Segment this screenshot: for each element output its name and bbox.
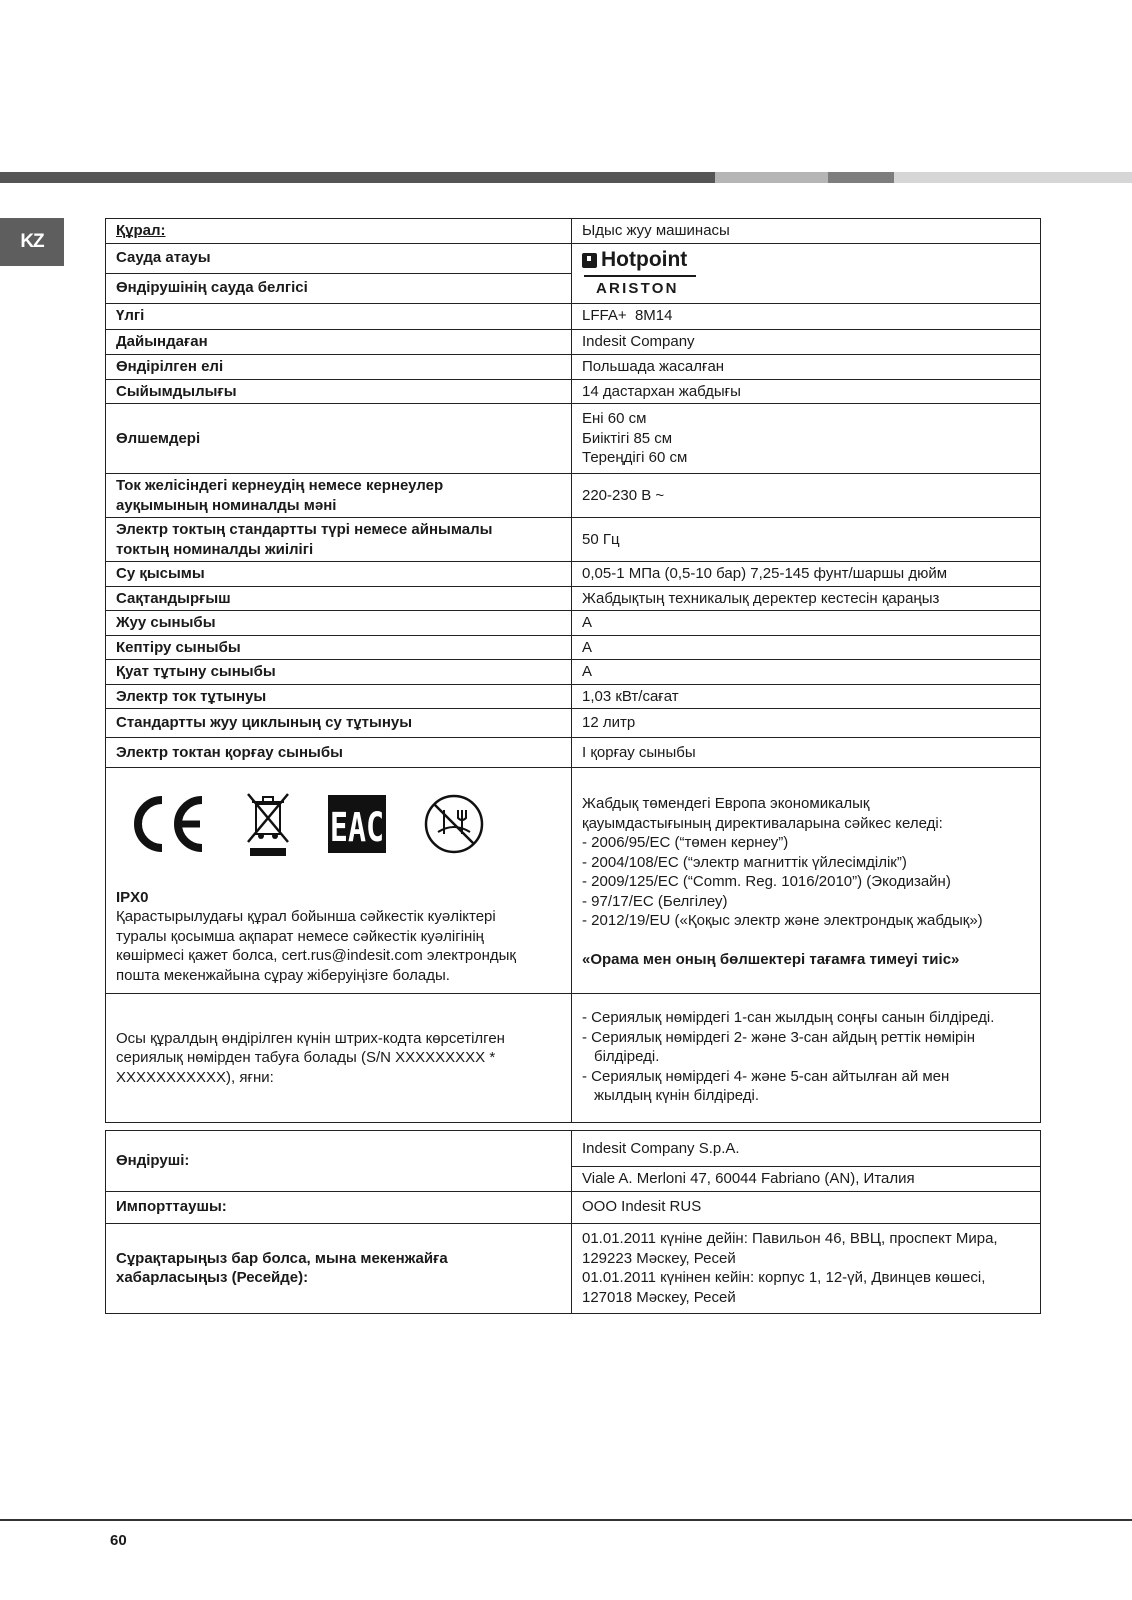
- table-row: [106, 1223, 1041, 1313]
- header-bar-segment: [715, 172, 828, 183]
- row-label: Ток желісіндегі кернеудің немесе кернеулер ауқымының номиналды мәні: [106, 474, 572, 518]
- importer-value: ООО Indesit RUS: [572, 1191, 1041, 1223]
- row-value: Польшада жасалған: [572, 354, 1041, 379]
- hotpoint-logo: Hotpoint: [582, 248, 1030, 272]
- row-label: Өндірушінің сауда белгісі: [106, 273, 572, 303]
- dimension-height: Биіктігі 85 см: [582, 429, 673, 447]
- importer-label: Импорттаушы:: [106, 1191, 572, 1223]
- certification-cell: [106, 768, 572, 994]
- row-value: Ыдыс жуу машинасы: [572, 219, 1041, 244]
- table-row: [106, 1131, 1041, 1167]
- row-label: Өлшемдері: [106, 404, 572, 474]
- row-value: 1,03 кВт/сағат: [572, 684, 1041, 709]
- serial-explanation: Осы құралдың өндірілген күнін штрих-кодта көрсетілген сериялық нөмірден табуға болады (S/N XXXXXXXXX * XXXXXXXXXXX), яғни:: [106, 994, 572, 1123]
- row-value: I қорғау сыныбы: [572, 738, 1041, 768]
- table-row: [106, 219, 1041, 244]
- row-label: Сақтандырғыш: [106, 586, 572, 611]
- ipx-rating: IPX0: [116, 888, 149, 906]
- serial-decoding-list: [572, 994, 1041, 1123]
- directives-cell: Жабдық төмендегі Европа экономикалық қауымдастығының директиваларына сәйкес келеді: - 2006/95/EC (“төмен кернеу”) - 2004/108/EC (“электр магниттік үйлесімділік”) - 2009/125/EC (“Comm. Reg. 1016/2010”) (Экодизайн) - 97/17/EC (Белгілеу) - 2012/19/EU («Қоқыс электр және электрондық жабдық») «Орама мен оның бөлшектері тағамға тимеуі тиіс»: [572, 768, 1041, 994]
- table-row: [106, 329, 1041, 354]
- row-label: Стандартты жуу циклының су тұтынуы: [106, 709, 572, 738]
- packaging-note: «Орама мен оның бөлшектері тағамға тимеуі тиіс»: [582, 950, 960, 968]
- hotpoint-square-icon: [582, 253, 597, 268]
- ariston-logo: ARISTON: [596, 280, 679, 297]
- row-value: A: [572, 635, 1041, 660]
- row-label: Үлгі: [106, 303, 572, 329]
- dimension-depth: Тереңдігі 60 см: [582, 449, 688, 467]
- header-bar-segment: [894, 172, 1132, 183]
- row-value: 50 Гц: [572, 518, 1041, 562]
- row-value: Indesit Company: [572, 329, 1041, 354]
- table-row: [106, 994, 1041, 1123]
- certificate-note: Қарастырылудағы құрал бойынша сәйкестік куәліктері туралы қосымша ақпарат немесе сәйкестік куәлігінің көшірмесі қажет болса, cert.rus@indesit.com электрондық пошта мекенжайына сұрау жіберуіңізге болады.: [116, 908, 516, 984]
- table-row: [106, 586, 1041, 611]
- row-label: Дайындаған: [106, 329, 572, 354]
- list-item: - Сериялық нөмірдегі 1-сан жылдың соңғы санын білдіреді.: [582, 1009, 995, 1026]
- svg-text:EAC: EAC: [329, 804, 385, 852]
- table-row: [106, 660, 1041, 685]
- footer-divider: [0, 1519, 1132, 1521]
- table-row: [106, 738, 1041, 768]
- table-row: [106, 768, 1041, 994]
- spec-table: [105, 218, 1041, 1123]
- table-row: [106, 404, 1041, 474]
- row-label: Жуу сыныбы: [106, 611, 572, 636]
- table-row: [106, 354, 1041, 379]
- table-row: [106, 1191, 1041, 1223]
- row-value: 12 литр: [572, 709, 1041, 738]
- language-tab: KZ: [0, 218, 64, 266]
- manufacturer-label: Өндіруші:: [106, 1131, 572, 1192]
- row-label: Электр ток тұтынуы: [106, 684, 572, 709]
- ce-mark-icon: [132, 794, 208, 860]
- list-item: - Сериялық нөмірдегі 4- және 5-сан айтылған ай мен жылдың күнін білдіреді.: [582, 1067, 950, 1104]
- contacts-table: [105, 1130, 1041, 1314]
- header-bar-segment: [0, 172, 715, 183]
- eac-mark-icon: [328, 795, 386, 859]
- table-row: [106, 518, 1041, 562]
- row-label: Кептіру сыныбы: [106, 635, 572, 660]
- table-row: [106, 635, 1041, 660]
- row-value: LFFA+ 8M14: [572, 303, 1041, 329]
- row-value: A: [572, 611, 1041, 636]
- table-row: [106, 243, 1041, 273]
- contact-label: Сұрақтарыңыз бар болса, мына мекенжайға хабарласыңыз (Ресейде):: [106, 1223, 572, 1313]
- list-item: - Сериялық нөмірдегі 2- және 3-сан айдың реттік нөмірін білдіреді.: [582, 1028, 976, 1065]
- certification-marks: [132, 790, 561, 864]
- row-value: 0,05-1 МПа (0,5-10 бар) 7,25-145 фунт/шаршы дюйм: [572, 562, 1041, 587]
- row-label: Сыйымдылығы: [106, 379, 572, 404]
- table-row: [106, 684, 1041, 709]
- row-label: Қуат тұтыну сыныбы: [106, 660, 572, 685]
- row-value: 14 дастархан жабдығы: [572, 379, 1041, 404]
- row-label: Электр токтан қорғау сыныбы: [106, 738, 572, 768]
- row-label: Сауда атауы: [106, 243, 572, 273]
- not-food-contact-icon: [422, 792, 486, 862]
- row-value: A: [572, 660, 1041, 685]
- row-label: Электр токтың стандартты түрі немесе айнымалы токтың номиналды жиілігі: [106, 518, 572, 562]
- weee-bin-icon: [244, 790, 292, 864]
- logo-divider: [584, 275, 696, 277]
- row-label: Құрал:: [106, 219, 572, 244]
- row-label: Өндірілген елі: [106, 354, 572, 379]
- brand-logo-cell: [572, 243, 1041, 303]
- table-row: [106, 611, 1041, 636]
- table-row: [106, 474, 1041, 518]
- table-row: [106, 709, 1041, 738]
- header-color-bar: [0, 172, 1132, 183]
- header-bar-segment: [828, 172, 894, 183]
- manufacturer-address: Viale A. Merloni 47, 60044 Fabriano (AN), Италия: [572, 1167, 1041, 1192]
- row-value: Жабдықтың техникалық деректер кестесін қараңыз: [572, 586, 1041, 611]
- row-value: [572, 404, 1041, 474]
- row-value: 220-230 В ~: [572, 474, 1041, 518]
- page-number: 60: [110, 1532, 127, 1549]
- dimension-width: Ені 60 см: [582, 410, 647, 428]
- contact-address: 01.01.2011 күніне дейін: Павильон 46, ВВЦ, проспект Мира, 129223 Мәскеу, Ресей 01.01.2011 күнінен кейін: корпус 1, 12-үй, Двинцев көшесі, 127018 Мәскеу, Ресей: [572, 1223, 1041, 1313]
- row-label: Су қысымы: [106, 562, 572, 587]
- table-row: [106, 303, 1041, 329]
- manufacturer-name: Indesit Company S.p.A.: [572, 1131, 1041, 1167]
- table-row: [106, 562, 1041, 587]
- table-row: [106, 379, 1041, 404]
